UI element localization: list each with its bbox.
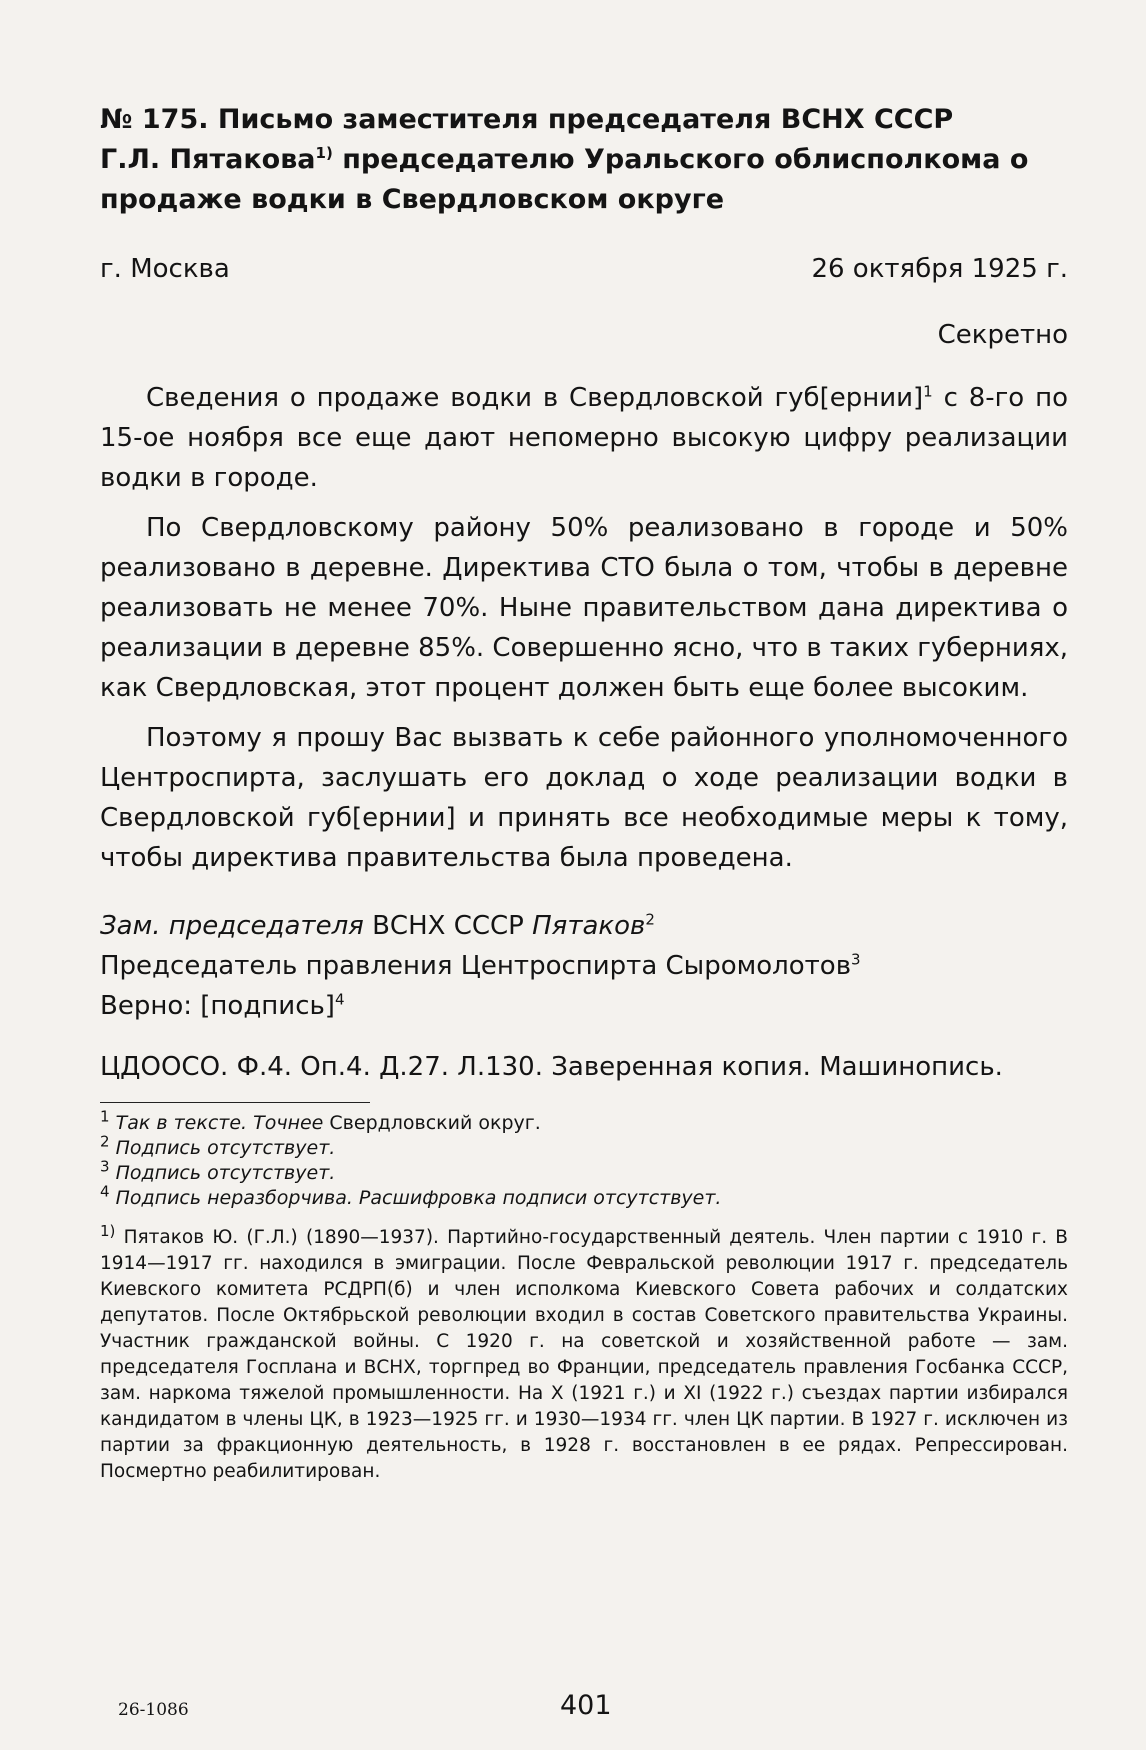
footnote-3-number: 3 — [100, 1157, 110, 1176]
signature-3-text: Верно: [подпись] — [100, 991, 335, 1021]
place-date-row — [100, 254, 1068, 284]
paragraph-3: Поэтому я прошу Вас вызвать к себе районного уполномоченного Центроспирта, заслушать его доклад о ходе реализации водки в Свердловской губ[ернии] и принять все необходимые меры к тому, чтобы директива правительства была проведена. — [100, 723, 1068, 873]
title-line-3: продаже водки в Свердловском округе — [100, 184, 725, 215]
footnote-2 — [100, 1132, 1068, 1161]
paragraph-1-text: Сведения о продаже водки в Свердловской губ[ернии] — [146, 383, 924, 413]
footnote-2-number: 2 — [100, 1132, 110, 1151]
signature-2-text: Председатель правления Центроспирта Сыромолотов — [100, 951, 852, 981]
footnote-2-text: Подпись отсутствует. — [115, 1137, 336, 1159]
paragraph-1-text-cont: с 8-го по 15-ое ноября все еще дают непомерно высокую цифру реализации водки в городе. — [100, 383, 1068, 493]
document-page — [100, 100, 1068, 1485]
footnote-divider — [100, 1102, 370, 1103]
footnote-4-text: Подпись неразборчива. Расшифровка подписи отсутствует. — [115, 1187, 722, 1209]
document-date: 26 октября 1925 г. — [811, 254, 1068, 284]
footnote-3-text: Подпись отсутствует. — [115, 1162, 336, 1184]
signature-line-3 — [100, 986, 1068, 1026]
printing-code: 26-1086 — [118, 1700, 189, 1720]
signature-3-footnote-mark: 4 — [334, 990, 345, 1009]
document-title — [100, 100, 1068, 220]
signature-1-footnote-mark: 2 — [645, 910, 655, 929]
signature-line-1 — [100, 906, 1068, 946]
signature-1-name: Пятаков — [532, 911, 646, 941]
paragraph-1 — [100, 378, 1068, 498]
letter-body — [100, 378, 1068, 878]
footnote-1 — [100, 1107, 1068, 1136]
bio-note-text: Пятаков Ю. (Г.Л.) (1890—1937). Партийно-государственный деятель. Член партии с 1910 г. В 1914—1917 гг. находился в эмиграции. После Февральской революции 1917 г. председатель Киевского комитета РСДРП(б) и член исполкома Киевского Совета рабочих и солдатских депутатов. После Октябрьской революции входил в состав Советского правительства Украины. Участник гражданской войны. С 1920 г. на советской и хозяйственной работе — зам. председателя Госплана и ВСНХ, торгпред во Франции, председатель правления Госбанка СССР, зам. наркома тяжелой промышленности. На X (1921 г.) и XI (1922 г.) съездах партии избирался кандидатом в члены ЦК, в 1923—1925 гг. и 1930—1934 гг. член ЦК партии. В 1927 г. исключен из партии за фракционную деятельность, в 1928 г. восстановлен в ее рядах. Репрессирован. Посмертно реабилитирован. — [100, 1227, 1068, 1482]
title-line-1: № 175. Письмо заместителя председателя ВСНХ СССР — [100, 104, 954, 135]
footnote-1-number: 1 — [100, 1107, 110, 1126]
paragraph-2: По Свердловскому району 50% реализовано в городе и 50% реализовано в деревне. Директива СТО была о том, чтобы в деревне реализовать не менее 70%. Ныне правительством дана директива о реализации в деревне 85%. Совершенно ясно, что в таких губерниях, как Свердловская, этот процент должен быть еще более высоким. — [100, 513, 1069, 703]
title-line-2-pre: Г.Л. Пятакова — [100, 144, 316, 175]
signature-block — [100, 906, 1068, 1026]
document-place: г. Москва — [100, 254, 230, 284]
signature-line-2 — [100, 946, 1068, 986]
footnote-1-text: Свердловский округ. — [323, 1112, 541, 1134]
footnote-list — [100, 1107, 1068, 1211]
archive-reference: ЦДООСО. Ф.4. Оп.4. Д.27. Л.130. Заверенная копия. Машинопись. — [100, 1052, 1003, 1082]
footnote-4 — [100, 1182, 1068, 1211]
biographical-note — [100, 1221, 1068, 1485]
signature-2-footnote-mark: 3 — [851, 950, 861, 969]
signature-1-org: ВСНХ СССР — [363, 911, 533, 941]
classification-label: Секретно — [937, 320, 1068, 350]
title-footnote-mark: 1) — [315, 144, 333, 162]
signature-1-title: Зам. председателя — [100, 911, 364, 941]
bio-note-number: 1) — [100, 1221, 116, 1240]
page-number: 401 — [560, 1690, 612, 1721]
footnote-4-number: 4 — [100, 1182, 110, 1201]
paragraph-1-footnote-mark: 1 — [923, 382, 933, 401]
footnote-1-italic: Так в тексте. Точнее — [115, 1112, 324, 1134]
title-line-2-post: председателю Уральского облисполкома о — [332, 144, 1029, 175]
footnote-3 — [100, 1157, 1068, 1186]
